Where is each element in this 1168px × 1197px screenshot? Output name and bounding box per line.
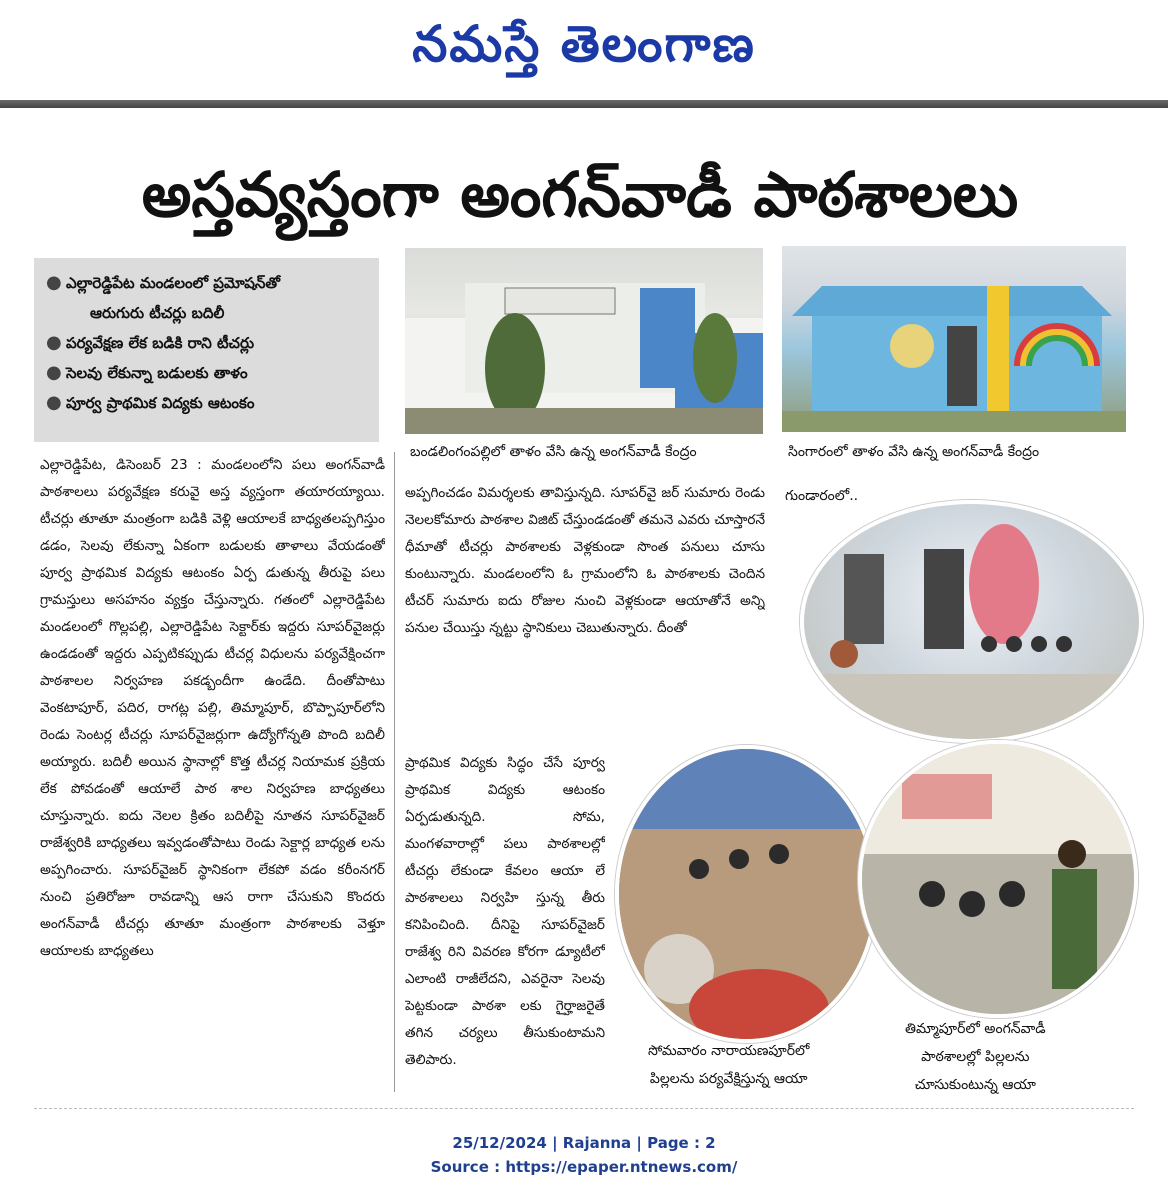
caption-line: చూసుకుంటున్న ఆయా (914, 1077, 1036, 1093)
classroom-illustration (619, 749, 874, 1039)
highlight-item (46, 268, 369, 298)
article-column-2-continued (405, 750, 605, 1090)
highlight-item (46, 328, 369, 358)
photo-thimmapur-children (858, 740, 1138, 1018)
caption-line: తిమ్మాపూర్‌లో అంగన్‌వాడీ (905, 1021, 1046, 1037)
masthead (0, 0, 1168, 100)
masthead-divider (0, 100, 1168, 108)
highlight-text: సెలవు లేకున్నా బడులకు తాళం (66, 364, 248, 382)
bullet-icon: ● (46, 362, 62, 383)
photo-gundaram-anganwadi (800, 500, 1143, 743)
highlight-item (46, 388, 369, 418)
footer-divider (34, 1108, 1134, 1110)
edition-info: 25/12/2024 | Rajanna | Page : 2 (452, 1134, 716, 1152)
highlight-text: ఎల్లారెడ్డిపేట మండలంలో ప్రమోషన్‌తో (66, 274, 281, 292)
highlight-text: ఆరుగురు టీచర్లు బదిలీ (90, 304, 225, 322)
caption-line: పాఠశాలల్లో పిల్లలను (921, 1049, 1030, 1065)
source-link[interactable]: Source : https://epaper.ntnews.com/ (430, 1158, 738, 1176)
building-illustration (782, 246, 1126, 432)
photo-caption: గుండారంలో.. (785, 488, 859, 504)
photo-caption: సింగారంలో తాళం వేసి ఉన్న అంగన్‌వాడీ కేంద్రం (788, 444, 1040, 460)
classroom-illustration (862, 744, 1134, 1014)
column-divider (394, 452, 395, 1092)
photo-caption (905, 1018, 1046, 1096)
highlight-text: పర్యవేక్షణ లేక బడికి రాని టీచర్లు (66, 334, 255, 352)
building-illustration (405, 248, 763, 434)
bullet-icon: ● (46, 272, 62, 293)
photo-bandalingampalli-anganwadi (405, 248, 763, 434)
newspaper-logo: నమస్తే తెలంగాణ (412, 14, 756, 73)
photo-caption: బండలింగంపల్లిలో తాళం వేసి ఉన్న అంగన్‌వాడీ కేంద్రం (410, 444, 697, 460)
article-column-1 (40, 452, 385, 1092)
highlight-item-continued (46, 298, 369, 328)
photo-narayanapur-children (615, 745, 878, 1043)
photo-singaram-anganwadi (782, 246, 1126, 432)
classroom-illustration (804, 504, 1139, 739)
article-text: ప్రాథమిక విద్యకు సిద్ధం చేసే పూర్వ ప్రాథమిక విద్యకు ఆటంకం ఏర్పడుతున్నది. సోమ, మంగళవారాల్లో పలు పాఠశాలల్లో టీచర్లు లేకుండా కేవలం ఆయా లే పాఠశాలలు నిర్వహి స్తున్న తీరు కనిపించింది. దీనిపై సూపర్‌వైజర్ రాజేశ్వ రిని వివరణ కోరగా డ్యూటీలో ఎలాంటి రాజీలేదని, ఎవరైనా సెలవు పెట్టకుండా పాఠశా లకు గైర్హాజరైతే తగిన చర్యలు తీసుకుంటామని తెలిపారు. (405, 755, 605, 1068)
highlight-text: పూర్వ ప్రాథమిక విద్యకు ఆటంకం (66, 394, 255, 412)
highlights-box (34, 258, 379, 442)
article-column-2 (405, 480, 765, 742)
photo-caption (648, 1040, 809, 1090)
caption-line: సోమవారం నారాయణపూర్‌లో (648, 1043, 810, 1059)
article-text: అప్పగించడం విమర్శలకు తావిస్తున్నది. సూపర్‌వై జర్ సుమారు రెండు నెలలకోమారు పాఠశాల విజిట్ చేస్తుండడంతో తమనె ఎవరు చూస్తారనే ధీమాతో టీచర్లు పాఠశాలకు వెళ్లకుండా సొంత పనులు చూసు కుంటున్నారు. మండలంలోని ఓ గ్రామంలోని ఓ పాఠశాలకు చెందిన టీచర్ సుమారు ఐదు రోజుల నుంచి వెళ్లకుండా ఆయాతోనే అన్ని పనుల చేయిస్తు న్నట్టు స్థానికులు చెబుతున్నారు. దీంతో (405, 485, 765, 636)
bullet-icon: ● (46, 392, 62, 413)
article-text: ఎల్లారెడ్డిపేట, డిసెంబర్ 23 : మండలంలోని పలు అంగన్‌వాడీ పాఠశాలలు పర్యవేక్షణ కరువై అస్త వ్యస్తంగా తయారయ్యాయి. టీచర్లు తూతూ మంత్రంగా బడికి వెళ్లి ఆయాలకే బాధ్యతలప్పగిస్తుం డడం, సెలవు లేకున్నా ఏకంగా బడులకు తాళాలు వేయడంతో పూర్వ ప్రాథమిక విద్యకు ఆటంకం ఏర్ప డుతున్న తీరుపై పలు గ్రామస్తులు అసహనం వ్యక్తం చేస్తున్నారు. గతంలో ఎల్లారెడ్డిపేట మండలంలో గొల్లపల్లి, ఎల్లారెడ్డిపేట సెక్టార్‌కు ఇద్దరు సూపర్‌వైజర్లు ఉండడంతో ఇద్దరు ఎప్పటికప్పుడు టీచర్ల విధులను పర్యవేక్షించగా పాఠశాలల నిర్వహణ పకడ్బందీగా ఉండేది. దీంతోపాటు వెంకటాపూర్, పదిర, రాగట్ల పల్లి, తిమ్మాపూర్, బొప్పాపూర్‌లోని రెండు సెంటర్ల టీచర్లు సూపర్‌వైజర్లుగా ఉద్యోగోన్నతి పొంది బదిలీ అయ్యారు. బదిలీ అయిన స్థానాల్లో కొత్త టీచర్ల నియామక ప్రక్రియ లేక పోవడంతో ఆయాలే పాఠ శాల నిర్వహణ బాధ్యతలు చూస్తున్నారు. ఐదు నెలల క్రితం బదిలీపై నూతన సూపర్‌వైజర్ రాజేశ్వరికి బాధ్యతలు ఇవ్వడంతోపాటు రెండు సెక్టార్ల బాధ్యత లను అప్పగించారు. సూపర్‌వైజర్ స్థానికంగా లేకపో వడం కరీంనగర్ నుంచి ప్రతిరోజూ రావడాన్ని ఆస రాగా చేసుకుని కొందరు అంగన్‌వాడీ టీచర్లు తూతూ మంత్రంగా పాఠశాలకు వెళ్తూ ఆయాలకు బాధ్యతలు (40, 457, 385, 959)
headline: అస్తవ్యస్తంగా అంగన్‌వాడీ పాఠశాలలు (141, 158, 1019, 231)
bullet-icon: ● (46, 332, 62, 353)
caption-line: పిల్లలను పర్యవేక్షిస్తున్న ఆయా (649, 1071, 808, 1087)
highlight-item (46, 358, 369, 388)
